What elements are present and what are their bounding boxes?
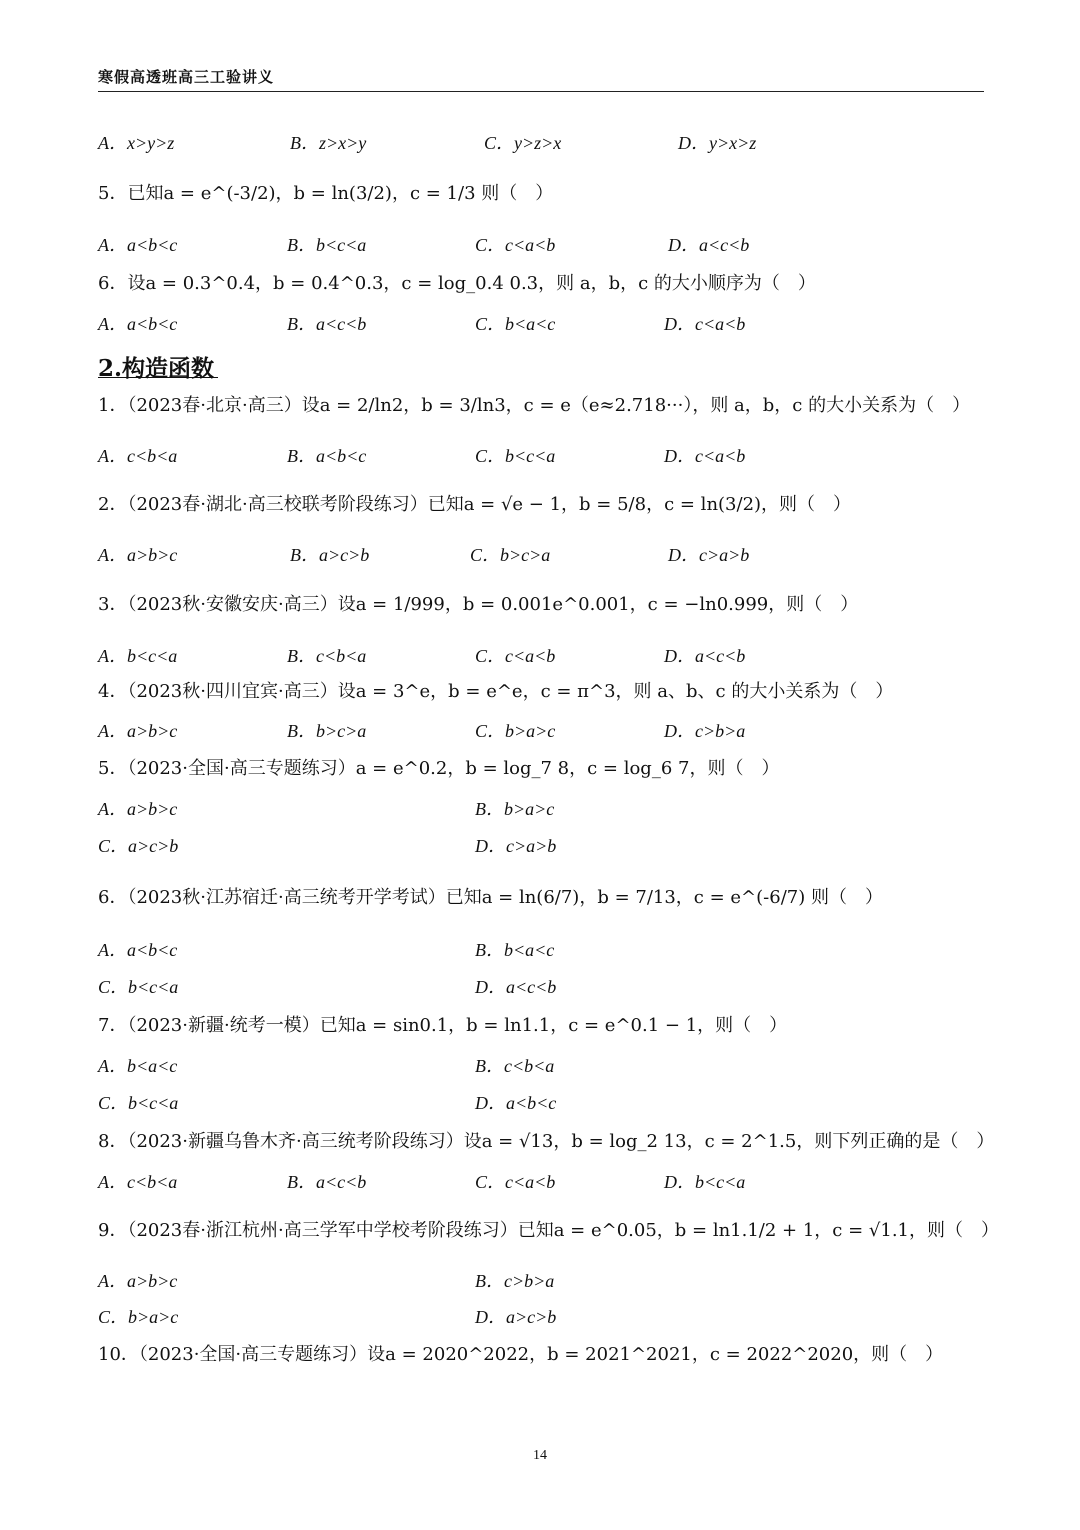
- top-option-d: D．y>x>z: [678, 133, 757, 153]
- question-10-stem: 10．（2023·全国·高三专题练习）设a = 2020^2022，b = 2021^2021，c = 2022^2020，则（ ）: [98, 1344, 944, 1365]
- q2-option-a: A．a>b>c: [98, 545, 178, 565]
- q7-option-a: A．b<a<c: [98, 1056, 178, 1076]
- p6-option-b: B．a<c<b: [287, 314, 367, 334]
- q5-option-c: C．a>c>b: [98, 836, 179, 856]
- p6-option-a: A．a<b<c: [98, 314, 178, 334]
- q3-option-c: C．c<a<b: [475, 646, 556, 666]
- q1-option-b: B．a<b<c: [287, 446, 367, 466]
- question-7-stem: 7．（2023·新疆·统考一模）已知a = sin0.1，b = ln1.1，c = e^0.1 − 1，则（ ）: [98, 1015, 788, 1036]
- top-option-c: C．y>z>x: [484, 133, 562, 153]
- q8-option-b: B．a<c<b: [287, 1172, 367, 1192]
- q8-option-c: C．c<a<b: [475, 1172, 556, 1192]
- q9-option-d: D．a>c>b: [475, 1307, 557, 1327]
- q4-option-a: A．a>b>c: [98, 721, 178, 741]
- top-option-a: A．x>y>z: [98, 133, 175, 153]
- p6-option-c: C．b<a<c: [475, 314, 556, 334]
- page-header: 寒假高透班高三工验讲义: [98, 68, 275, 86]
- q2-option-d: D．c>a>b: [668, 545, 750, 565]
- q8-option-d: D．b<c<a: [664, 1172, 746, 1192]
- question-5-stem: 5．（2023·全国·高三专题练习）a = e^0.2，b = log_7 8，c = log_6 7，则（ ）: [98, 758, 780, 779]
- p5-option-d: D．a<c<b: [668, 235, 750, 255]
- question-4-stem: 4．（2023秋·四川宜宾·高三）设a = 3^e，b = e^e，c = π^3，则 a、b、c 的大小关系为（ ）: [98, 681, 894, 702]
- q1-option-d: D．c<a<b: [664, 446, 746, 466]
- question-3-stem: 3．（2023秋·安徽安庆·高三）设a = 1/999，b = 0.001e^0.001，c = −ln0.999，则（ ）: [98, 594, 859, 615]
- page-number: 14: [533, 1448, 547, 1463]
- section-underline: [98, 377, 218, 378]
- problem-6-stem: 6．设a = 0.3^0.4，b = 0.4^0.3，c = log_0.4 0.3，则 a，b，c 的大小顺序为（ ）: [98, 273, 816, 294]
- question-1-stem: 1．（2023春·北京·高三）设a = 2/ln2，b = 3/ln3，c = e（e≈2.718···），则 a，b，c 的大小关系为（ ）: [98, 395, 971, 416]
- q4-option-c: C．b>a>c: [475, 721, 556, 741]
- question-8-stem: 8．（2023·新疆乌鲁木齐·高三统考阶段练习）设a = √13，b = log_2 13，c = 2^1.5，则下列正确的是（ ）: [98, 1131, 995, 1152]
- section-title: 2.构造函数: [98, 355, 215, 382]
- header-rule: [98, 91, 984, 92]
- q3-option-b: B．c<b<a: [287, 646, 367, 666]
- q9-option-a: A．a>b>c: [98, 1271, 178, 1291]
- p6-option-d: D．c<a<b: [664, 314, 746, 334]
- q8-option-a: A．c<b<a: [98, 1172, 178, 1192]
- problem-5-stem: 5．已知a = e^(-3/2)，b = ln(3/2)，c = 1/3 则（ ）: [98, 183, 554, 204]
- q9-option-b: B．c>b>a: [475, 1271, 555, 1291]
- p5-option-c: C．c<a<b: [475, 235, 556, 255]
- q7-option-d: D．a<b<c: [475, 1093, 557, 1113]
- q1-option-a: A．c<b<a: [98, 446, 178, 466]
- q7-option-c: C．b<c<a: [98, 1093, 179, 1113]
- q5-option-d: D．c>a>b: [475, 836, 557, 856]
- q6-option-d: D．a<c<b: [475, 977, 557, 997]
- q1-option-c: C．b<c<a: [475, 446, 556, 466]
- q9-option-c: C．b>a>c: [98, 1307, 179, 1327]
- q6-option-b: B．b<a<c: [475, 940, 555, 960]
- q7-option-b: B．c<b<a: [475, 1056, 555, 1076]
- q6-option-a: A．a<b<c: [98, 940, 178, 960]
- q3-option-d: D．a<c<b: [664, 646, 746, 666]
- q2-option-c: C．b>c>a: [470, 545, 551, 565]
- top-option-b: B．z>x>y: [290, 133, 367, 153]
- q3-option-a: A．b<c<a: [98, 646, 178, 666]
- question-9-stem: 9．（2023春·浙江杭州·高三学军中学校考阶段练习）已知a = e^0.05，b = ln1.1/2 + 1，c = √1.1，则（ ）: [98, 1220, 999, 1241]
- q6-option-c: C．b<c<a: [98, 977, 179, 997]
- q5-option-a: A．a>b>c: [98, 799, 178, 819]
- q4-option-d: D．c>b>a: [664, 721, 746, 741]
- q4-option-b: B．b>c>a: [287, 721, 367, 741]
- p5-option-b: B．b<c<a: [287, 235, 367, 255]
- q2-option-b: B．a>c>b: [290, 545, 370, 565]
- question-6-stem: 6．（2023秋·江苏宿迁·高三统考开学考试）已知a = ln(6/7)，b = 7/13，c = e^(-6/7) 则（ ）: [98, 887, 883, 908]
- question-2-stem: 2．（2023春·湖北·高三校联考阶段练习）已知a = √e − 1，b = 5/8，c = ln(3/2)，则（ ）: [98, 494, 852, 515]
- q5-option-b: B．b>a>c: [475, 799, 555, 819]
- p5-option-a: A．a<b<c: [98, 235, 178, 255]
